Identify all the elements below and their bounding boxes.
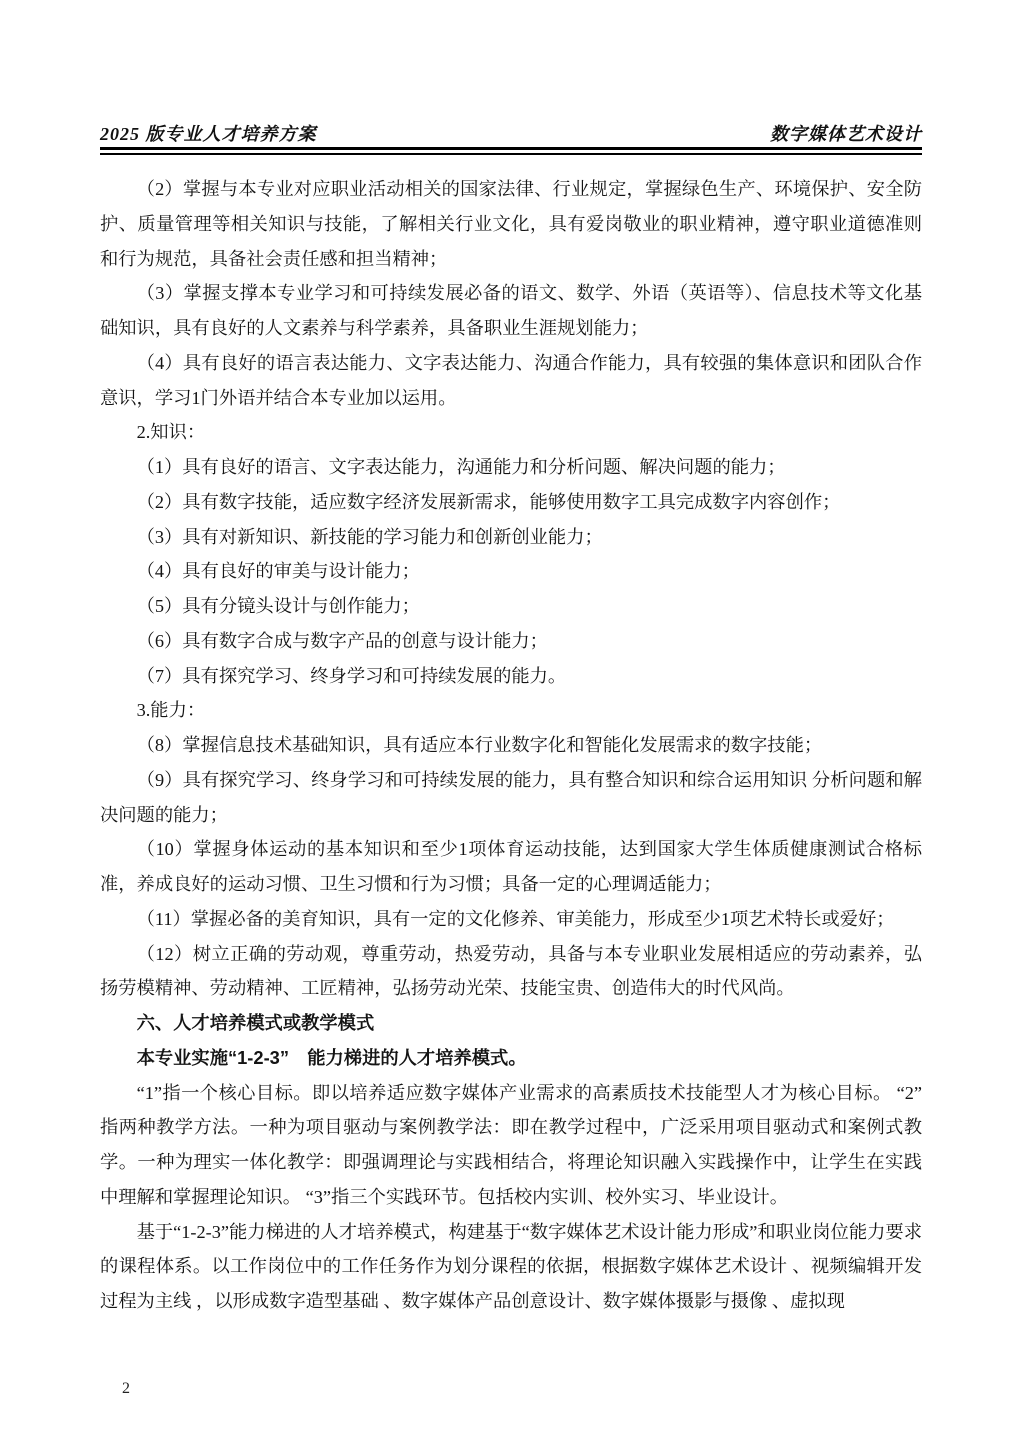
paragraph: 2.知识： (136, 422, 206, 443)
paragraph: “1”指一个核心目标。即以培养适应数字媒体产业需求的高素质技术技能型人才为核心目标。 “2”指两种教学方法。一种为项目驱动与案例教学法：即在教学过程中，广泛采用项目驱动式和案例式教学。一种为理实一体化教学：即强调理论与实践相结合，将理论知识融入实践操作中，让学生在实践中理解和掌握理论知识。 “3”指三个实践环节。包括校内实训、校外实习、毕业设计。 (100, 1082, 922, 1207)
paragraph: （4）具有良好的语言表达能力、文字表达能力、沟通合作能力，具有较强的集体意识和团队合作意识，学习1门外语并结合本专业加以运用。 (100, 352, 922, 408)
paragraph: 基于“1-2-3”能力梯进的人才培养模式，构建基于“数字媒体艺术设计能力形成”和职业岗位能力要求的课程体系。以工作岗位中的工作任务作为划分课程的依据，根据数字媒体艺术设计 、视频编辑开发过程为主线 ，以形成数字造型基础 、数字媒体产品创意设计、数字媒体摄影与摄像 、虚拟现 (100, 1221, 922, 1311)
paragraph: （9）具有探究学习、终身学习和可持续发展的能力，具有整合知识和综合运用知识 分析问题和解决问题的能力； (100, 769, 922, 825)
paragraph: （8）掌握信息技术基础知识，具有适应本行业数字化和智能化发展需求的数字技能； (136, 735, 823, 755)
paragraph: （10）掌握身体运动的基本知识和至少1项体育运动技能，达到国家大学生体质健康测试合格标准，养成良好的运动习惯、卫生习惯和行为习惯；具备一定的心理调适能力； (100, 839, 922, 894)
paragraph: （11）掌握必备的美育知识，具有一定的文化修养、审美能力，形成至少1项艺术特长或爱好； (136, 908, 895, 929)
section-heading: 六、人才培养模式或教学模式 (136, 1012, 375, 1033)
page-number: 2 (122, 1380, 130, 1397)
page-header (100, 120, 922, 146)
paragraph: （3）具有对新知识、新技能的学习能力和创新创业能力； (136, 526, 603, 547)
paragraph: 本专业实施“1-2-3” 能力梯进的人才培养模式。 (136, 1046, 527, 1068)
paragraph: 3.能力： (136, 700, 206, 721)
paragraph: （12）树立正确的劳动观，尊重劳动，热爱劳动，具备与本专业职业发展相适应的劳动素养，弘扬劳模精神、劳动精神、工匠精神，弘扬劳动光荣、技能宝贵、创造伟大的时代风尚。 (100, 943, 922, 999)
paragraph: （2）掌握与本专业对应职业活动相关的国家法律、行业规定，掌握绿色生产、环境保护、安全防护、质量管理等相关知识与技能，了解相关行业文化，具有爱岗敬业的职业精神，遵守职业道德准则和行为规范，具备社会责任感和担当精神； (100, 179, 922, 269)
paragraph: （1）具有良好的语言、文字表达能力，沟通能力和分析问题、解决问题的能力； (136, 457, 786, 477)
header-right-title: 数字媒体艺术设计 (770, 124, 922, 144)
header-left-title: 2025 版专业人才培养方案 (100, 124, 317, 144)
paragraph: （5）具有分镜头设计与创作能力； (136, 596, 420, 616)
paragraph: （4）具有良好的审美与设计能力； (136, 561, 420, 582)
paragraph: （3）掌握支撑本专业学习和可持续发展必备的语文、数学、外语（英语等）、信息技术等文化基础知识，具有良好的人文素养与科学素养，具备职业生涯规划能力； (100, 283, 922, 338)
paragraph: （6）具有数字合成与数字产品的创意与设计能力； (136, 630, 548, 651)
paragraph: （2）具有数字技能，适应数字经济发展新需求，能够使用数字工具完成数字内容创作； (136, 491, 841, 512)
document-body (100, 172, 922, 1319)
paragraph: （7）具有探究学习、终身学习和可持续发展的能力。 (136, 665, 567, 686)
header-double-rule (100, 147, 922, 155)
